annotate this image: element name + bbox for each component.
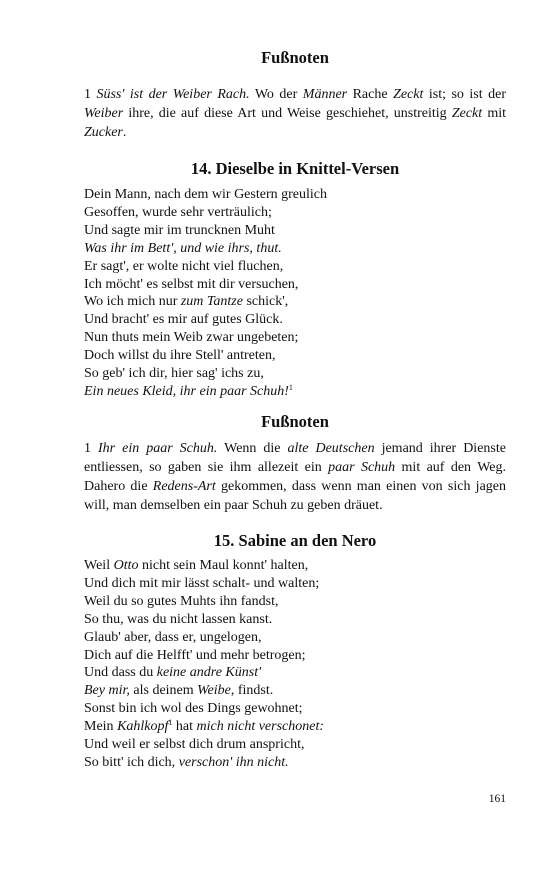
poem-line (84, 593, 506, 611)
italic-text: Redens-Art (152, 479, 216, 494)
italic-text: Bey mir, (84, 683, 130, 699)
poem-line (84, 186, 506, 204)
footnote-marker: 1 (168, 718, 173, 728)
text-run: Wo der (249, 87, 303, 102)
italic-text: Zeckt (451, 106, 483, 121)
text-run: Dein Mann, nach dem wir Gestern greulich (84, 187, 327, 202)
poem-line (84, 311, 506, 329)
italic-text: Ein neues Kleid, ihr ein paar Schuh! (84, 383, 289, 399)
text-run: Dich auf die Helfft' und mehr betrogen; (84, 647, 306, 663)
text-run: mit auf den Weg. Dahero die (84, 460, 506, 494)
text-run: Und bracht' es mir auf gutes Glück. (84, 312, 283, 328)
text-run: schick', (242, 294, 289, 310)
italic-text: zum Tantze (180, 294, 243, 310)
poem-line (84, 347, 506, 365)
text-run: Mein (84, 719, 118, 735)
italic-text: Süss' ist der Weiber Rach. (96, 87, 250, 102)
poem-line (84, 365, 506, 383)
footnote-2 (84, 439, 506, 515)
text-run: Gesoffen, wurde sehr verträulich; (84, 204, 272, 220)
text-run: Sonst bin ich wol des Dings gewohnet; (84, 701, 303, 717)
italic-text: Otto (113, 558, 139, 573)
text-run: 1 (84, 87, 97, 102)
poem-line (84, 682, 506, 700)
italic-text: Ihr ein paar Schuh. (98, 441, 218, 456)
text-run: Rache (347, 87, 394, 102)
text-run: Weil (84, 558, 114, 573)
italic-text: keine andre Künst' (156, 665, 262, 681)
footnote-marker: 1 (288, 382, 293, 392)
text-run: Und sagte mir im truncknen Muht (84, 222, 275, 238)
poem-line (84, 700, 506, 718)
text-run: Und weil er selbst dich drum anspricht, (84, 737, 305, 753)
text-run: Und dich mit mir lässt schalt- und walten; (84, 575, 320, 591)
poem-line (84, 575, 506, 593)
text-run: Er sagt', er wolte nicht viel fluchen, (84, 258, 284, 274)
text-run: jemand ihrer Dienste entliessen, so gaben sie ihm allezeit ein (84, 441, 506, 475)
poem-line (84, 629, 506, 647)
italic-text: Weiber (84, 106, 124, 121)
text-run: als deinem (129, 683, 198, 699)
italic-text: Zeckt (393, 87, 424, 102)
italic-text: paar Schuh (328, 460, 396, 475)
poem-line (84, 276, 506, 294)
poem-line (84, 240, 506, 258)
italic-text: Kahlkopf (117, 719, 169, 735)
text-run: Ich möcht' es selbst mit dir versuchen, (84, 276, 299, 292)
italic-text: Zucker (84, 125, 123, 140)
poem-line (84, 293, 506, 311)
text-run: Und dass du (84, 665, 157, 681)
page-number: 161 (488, 793, 506, 805)
poem-line (84, 222, 506, 240)
text-run: mit (482, 106, 506, 121)
heading-poem-14: 14. Dieselbe in Knittel-Versen (190, 159, 400, 178)
poem-line (84, 664, 506, 682)
poem-line (84, 383, 506, 401)
text-run: hat (172, 719, 197, 735)
poem-15 (84, 557, 506, 772)
italic-text: verschon' ihn nicht. (178, 754, 289, 770)
text-run: So thu, was du nicht lassen kanst. (84, 611, 273, 627)
poem-line (84, 204, 506, 222)
heading-footnotes-2: Fußnoten (261, 412, 329, 431)
poem-14 (84, 186, 506, 401)
footnote-1 (84, 85, 506, 142)
heading-footnotes-1: Fußnoten (261, 48, 329, 67)
text-run: Wenn die (217, 441, 288, 456)
text-run: , findst. (230, 683, 274, 699)
italic-text: mich nicht verschonet: (196, 719, 325, 735)
text-run: nicht sein Maul konnt' halten, (138, 558, 309, 573)
italic-text: Männer (302, 87, 348, 102)
italic-text: Weibe (197, 683, 231, 699)
poem-line (84, 329, 506, 347)
text-run: ist; so ist der (423, 87, 506, 102)
text-run: So geb' ich dir, hier sag' ichs zu, (84, 366, 264, 382)
text-run: 1 (84, 441, 98, 456)
text-run: . (122, 125, 127, 140)
text-run: Nun thuts mein Weib zwar ungebeten; (84, 330, 299, 346)
poem-line (84, 611, 506, 629)
text-run: Doch willst du ihre Stell' antreten, (84, 348, 276, 364)
text-run: Glaub' aber, dass er, ungelogen, (84, 629, 262, 645)
text-run: gekommen, dass wenn man einen von sich jagen will, man demselben ein paar Schuh zu geben dräuet. (84, 479, 506, 513)
poem-line (84, 754, 506, 772)
poem-line (84, 258, 506, 276)
italic-text: alte Deutschen (287, 441, 375, 456)
text-run: ihre, die auf diese Art und Weise geschiehet, unstreitig (123, 106, 452, 121)
poem-line (84, 718, 506, 736)
poem-line (84, 647, 506, 665)
text-run: Wo ich mich nur (84, 294, 181, 310)
heading-poem-15: 15. Sabine an den Nero (213, 531, 377, 550)
text-run: So bitt' ich dich, (84, 754, 179, 770)
italic-text: Was ihr im Bett', und wie ihrs, thut. (84, 240, 282, 256)
poem-line (84, 557, 506, 575)
poem-line (84, 736, 506, 754)
text-run: Weil du so gutes Muhts ihn fandst, (84, 593, 279, 609)
